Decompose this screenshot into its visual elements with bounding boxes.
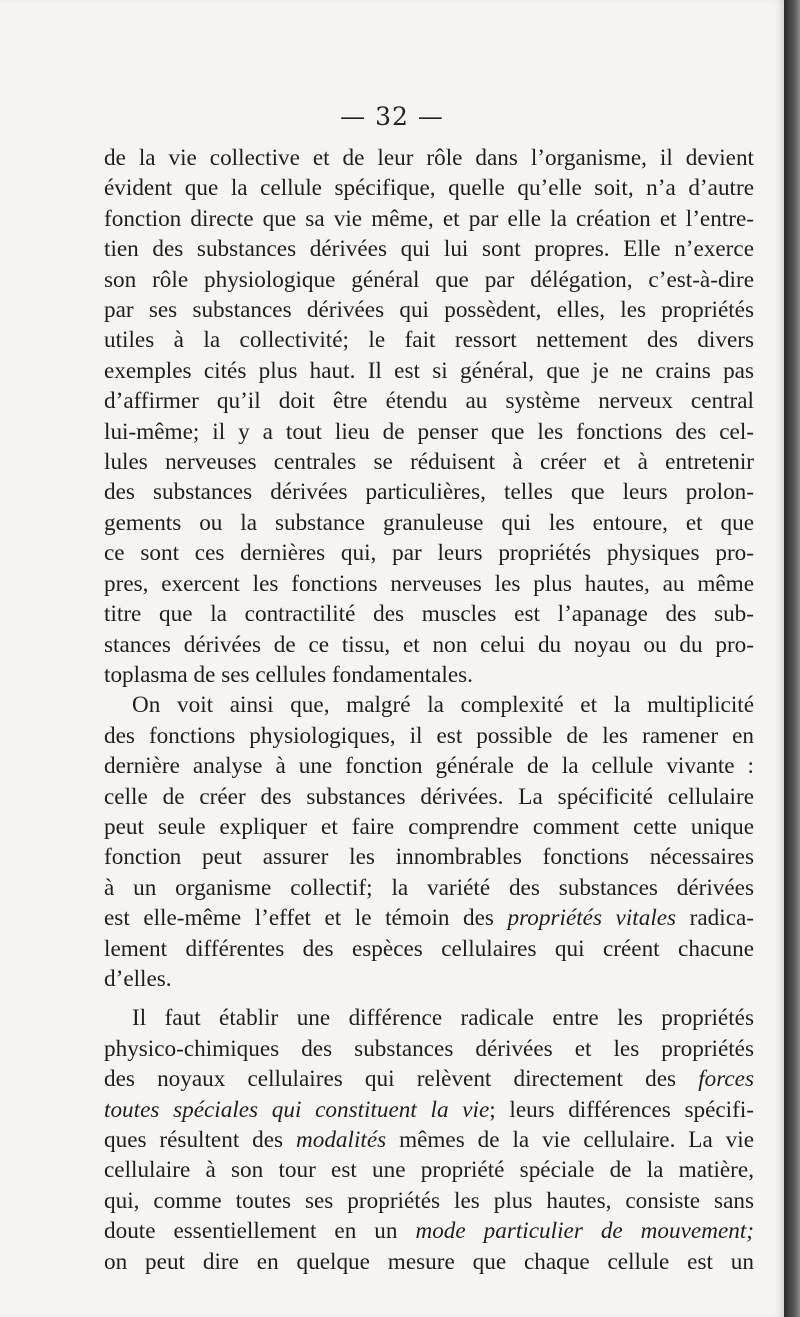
italic-run: toutes spéciales qui constituent la vie bbox=[104, 1096, 490, 1123]
text-line: tien des substances dérivées qui lui sont propres. Elle n’exerce bbox=[104, 236, 754, 263]
paragraph-3 bbox=[104, 1003, 754, 1277]
text-line bbox=[104, 903, 754, 933]
text-line bbox=[104, 1125, 754, 1155]
text-line: toplasma de ses cellules fondamentales. bbox=[104, 661, 473, 688]
text-line bbox=[104, 1216, 754, 1246]
text-line: fonction directe que sa vie même, et par elle la création et l’entre- bbox=[104, 205, 754, 232]
text-run: ; leurs différences spécifi- bbox=[489, 1096, 754, 1123]
text-line: lement différentes des espèces cellulaires qui créent chacune bbox=[104, 935, 754, 962]
text-line: stances dérivées de ce tissu, et non celui du noyau ou du pro- bbox=[104, 631, 754, 658]
page-text bbox=[104, 143, 754, 1277]
text-line: évident que la cellule spécifique, quelle qu’elle soit, n’a d’autre bbox=[104, 175, 754, 202]
text-line: On voit ainsi que, malgré la complexité et la multiplicité bbox=[132, 692, 754, 719]
text-run: des noyaux cellulaires qui relèvent directement des bbox=[104, 1066, 699, 1093]
text-line: pres, exercent les fonctions nerveuses les plus hautes, au même bbox=[104, 570, 754, 597]
text-line: son rôle physiologique général que par délégation, c’est-à-dire bbox=[104, 266, 754, 293]
text-line: exemples cités plus haut. Il est si général, que je ne crains pas bbox=[104, 357, 754, 384]
text-line: on peut dire en quelque mesure que chaque cellule est un bbox=[104, 1248, 754, 1275]
text-line: qui, comme toutes ses propriétés les plus hautes, consiste sans bbox=[104, 1187, 754, 1214]
paragraph-1 bbox=[104, 143, 754, 690]
text-line: des fonctions physiologiques, il est possible de les ramener en bbox=[104, 722, 754, 749]
text-line: d’affirmer qu’il doit être étendu au système nerveux central bbox=[104, 388, 754, 415]
text-line: des substances dérivées particulières, telles que leurs prolon- bbox=[104, 479, 754, 506]
text-line: Il faut établir une différence radicale entre les propriétés bbox=[132, 1005, 754, 1032]
text-line: dernière analyse à une fonction générale de la cellule vivante : bbox=[104, 753, 754, 780]
paragraph-2 bbox=[104, 690, 754, 994]
italic-run: propriétés vitales bbox=[507, 905, 677, 932]
text-line: par ses substances dérivées qui possèdent, elles, les propriétés bbox=[104, 297, 754, 324]
text-run: mêmes de la vie cellulaire. La vie bbox=[386, 1127, 754, 1153]
text-line bbox=[104, 1095, 754, 1125]
italic-run: forces bbox=[698, 1066, 754, 1093]
text-run: radica- bbox=[676, 905, 755, 932]
text-line bbox=[104, 1064, 754, 1094]
text-run: ques résultent des bbox=[104, 1127, 296, 1153]
italic-run: modalités bbox=[295, 1127, 387, 1153]
text-line: d’elles. bbox=[104, 965, 172, 992]
text-line: lui-même; il y a tout lieu de penser que les fonctions des cel- bbox=[104, 418, 754, 445]
italic-run: mode particulier de mouvement; bbox=[415, 1218, 754, 1245]
text-line: utiles à la collectivité; le fait ressort nettement des divers bbox=[104, 327, 754, 354]
text-line: peut seule expliquer et faire comprendre comment cette unique bbox=[104, 813, 754, 840]
text-line: à un organisme collectif; la variété des substances dérivées bbox=[104, 874, 754, 901]
text-line: gements ou la substance granuleuse qui les entoure, et que bbox=[104, 509, 754, 536]
text-line: fonction peut assurer les innombrables fonctions nécessaires bbox=[104, 844, 754, 871]
page-number: — 32 — bbox=[340, 102, 444, 131]
paragraph-gap bbox=[104, 994, 754, 1003]
text-run: doute essentiellement en un bbox=[104, 1218, 416, 1245]
text-line: lules nerveuses centrales se réduisent à créer et à entretenir bbox=[104, 449, 754, 476]
book-page-edge bbox=[784, 0, 800, 1317]
text-line: cellulaire à son tour est une propriété spéciale de la matière, bbox=[104, 1157, 754, 1184]
text-line: ce sont ces dernières qui, par leurs propriétés physiques pro- bbox=[104, 540, 754, 567]
text-line: titre que la contractilité des muscles est l’apanage des sub- bbox=[104, 601, 754, 628]
text-run: est elle-même l’effet et le témoin des bbox=[104, 905, 508, 932]
text-line: celle de créer des substances dérivées. La spécificité cellulaire bbox=[104, 783, 754, 810]
text-line: physico-chimiques des substances dérivées et les propriétés bbox=[104, 1035, 754, 1062]
text-line: de la vie collective et de leur rôle dans l’organisme, il devient bbox=[104, 145, 754, 171]
